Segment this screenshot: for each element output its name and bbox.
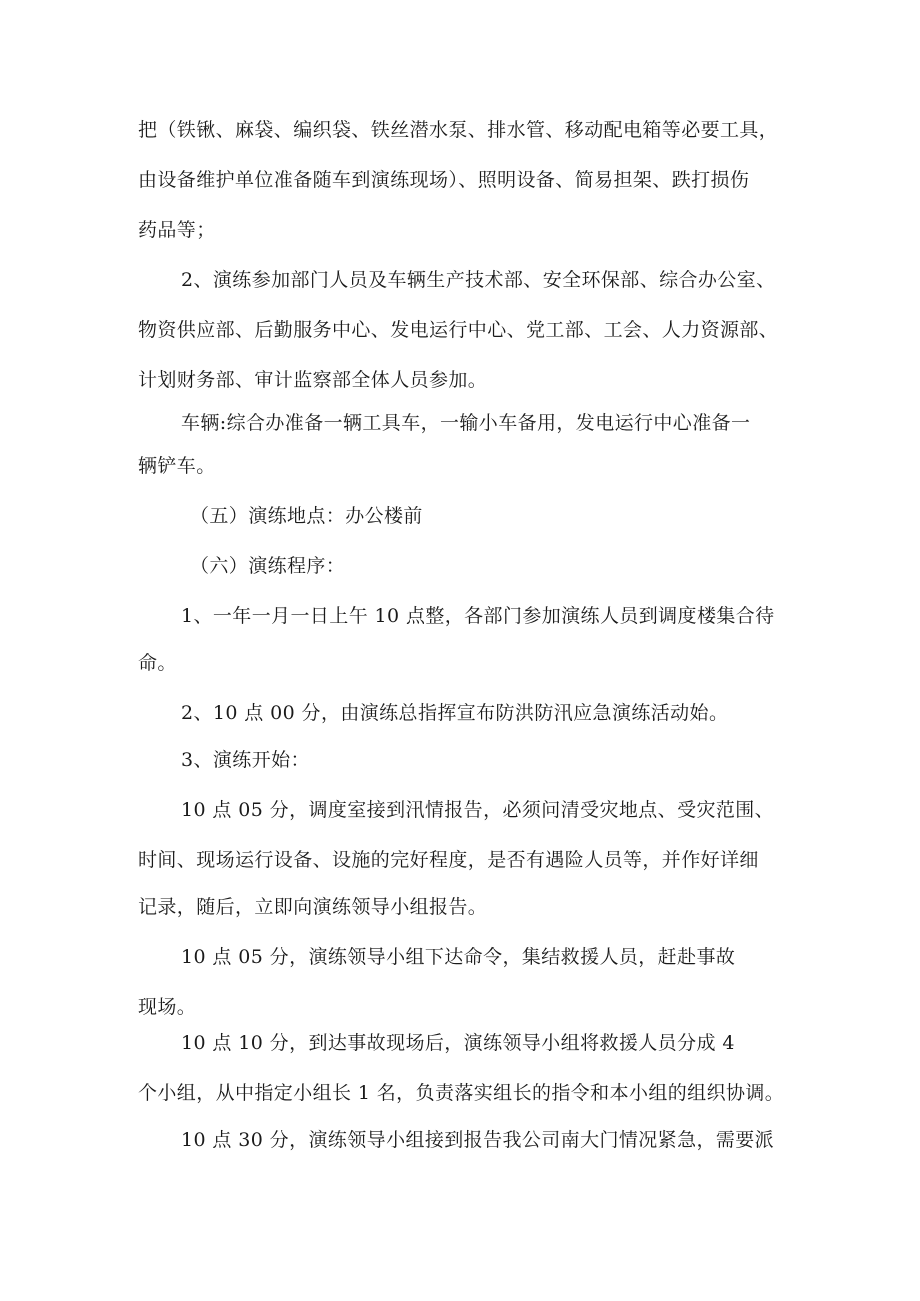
text-line: 10 点 05 分，调度室接到汛情报告，必须问清受灾地点、受灾范围、 bbox=[181, 799, 775, 821]
text-line: 2、10 点 00 分，由演练总指挥宣布防洪防汛应急演练活动始。 bbox=[181, 702, 729, 724]
text-line: 1、一年一月一日上午 10 点整，各部门参加演练人员到调度楼集合待 bbox=[181, 605, 775, 627]
text-line: 10 点 30 分，演练领导小组接到报告我公司南大门情况紧急，需要派 bbox=[181, 1129, 775, 1151]
text-line: 3、演练开始： bbox=[181, 749, 310, 771]
text-line: 个小组，从中指定小组长 1 名，负责落实组长的指令和本小组的组织协调。 bbox=[138, 1082, 785, 1104]
text-line: 10 点 05 分，演练领导小组下达命令，集结救援人员，赶赴事故 bbox=[181, 946, 736, 968]
text-line: 车辆:综合办准备一辆工具车，一输小车备用，发电运行中心准备一 bbox=[181, 412, 751, 434]
text-line: 现场。 bbox=[138, 996, 197, 1018]
text-line: 时间、现场运行设备、设施的完好程度，是否有遇险人员等，并作好详细 bbox=[138, 849, 759, 871]
text-line: 命。 bbox=[138, 652, 177, 674]
text-line: 物资供应部、后勤服务中心、发电运行中心、党工部、工会、人力资源部、 bbox=[138, 319, 779, 341]
text-line: 由设备维护单位准备随车到演练现场）、照明设备、简易担架、跌打损伤 bbox=[138, 169, 750, 191]
text-line: 药品等； bbox=[138, 219, 216, 241]
text-line: 2、演练参加部门人员及车辆生产技术部、安全环保部、综合办公室、 bbox=[181, 269, 776, 291]
section-heading: （六）演练程序： bbox=[190, 555, 346, 577]
text-line: 辆铲车。 bbox=[138, 455, 216, 477]
text-line: 把（铁锹、麻袋、编织袋、铁丝潜水泵、排水管、移动配电箱等必要工具， bbox=[138, 119, 779, 141]
text-line: 计划财务部、审计监察部全体人员参加。 bbox=[138, 369, 488, 391]
text-line: 10 点 10 分，到达事故现场后，演练领导小组将救援人员分成 4 bbox=[181, 1032, 735, 1054]
section-heading: （五）演练地点：办公楼前 bbox=[190, 505, 423, 527]
text-line: 记录，随后，立即向演练领导小组报告。 bbox=[138, 896, 488, 918]
